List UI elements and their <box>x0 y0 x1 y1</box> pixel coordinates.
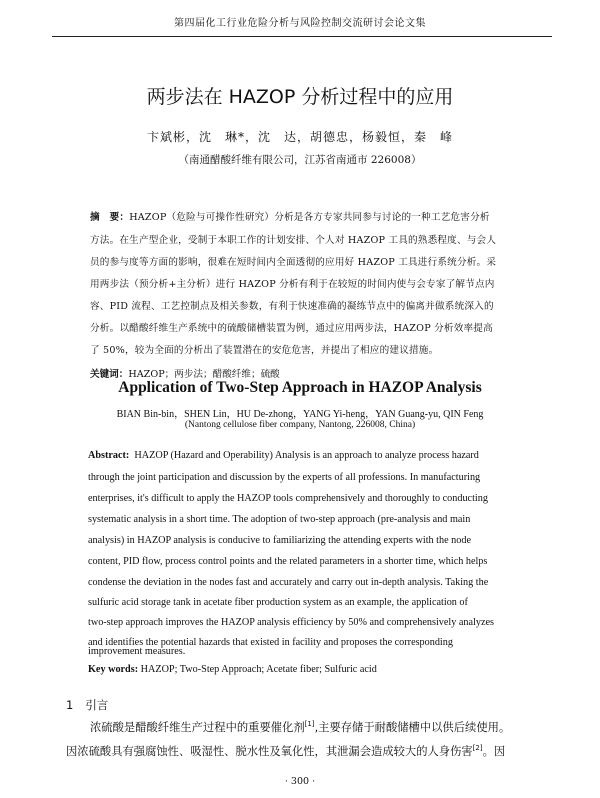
english-abstract-line: sulfuric acid storage tank in acetate fiber production system as an example, the application of <box>88 597 468 608</box>
intro-text: 浓硫酸是醋酸纤维生产过程中的重要催化剂 <box>90 721 305 734</box>
chinese-abstract-line: 了 50%，较为全面的分析出了装置潜在的安危危害，并提出了相应的建议措施。 <box>90 345 439 356</box>
english-affiliation: (Nantong cellulose fiber company, Nantong, 226008, China) <box>184 420 416 430</box>
chinese-abstract-line <box>90 209 490 223</box>
section-title: 引言 <box>85 698 109 712</box>
english-authors: BIAN Bin-bin，SHEN Lin，HU De-zhong，YANG Yi-heng，YAN Guang-yu, QIN Feng <box>116 409 484 420</box>
header-rule <box>52 36 552 37</box>
english-abstract-line: analysis) in HAZOP analysis is conducive to familiarizing the attending experts with the node <box>88 535 471 546</box>
chinese-keywords <box>90 366 280 380</box>
chinese-abstract-line: 容、PID 流程、工艺控制点及相关参数，有利于快速准确的凝练节点中的偏离并做系统深入的 <box>90 301 494 312</box>
english-keywords-value: HAZOP; Two-Step Approach; Acetate fiber; Sulfuric acid <box>140 664 377 675</box>
english-abstract-last-line: improvement measures. <box>88 646 186 657</box>
english-abstract-line: two-step approach improves the HAZOP analysis efficiency by 50% and comprehensively analyzes <box>88 617 494 628</box>
english-abstract-line: through the joint participation and discussion by the experts of all professions. In manufacturing <box>88 472 481 483</box>
english-abstract-line: systematic analysis in a short time. The adoption of two-step approach (pre-analysis and main <box>88 514 471 525</box>
citation-ref: [1] <box>304 720 315 729</box>
chinese-abstract-line: 员的参与度等方面的影响，很难在短时间内全面透彻的应用好 HAZOP 工具进行系统分析。采 <box>90 257 497 268</box>
chinese-title: 两步法在 HAZOP 分析过程中的应用 <box>146 86 454 108</box>
chinese-abstract-line: 方法。在生产型企业，受制于本职工作的计划安排、个人对 HAZOP 工具的熟悉程度、与会人 <box>90 235 497 246</box>
chinese-abstract-line: 分析。以醋酸纤维生产系统中的硫酸储槽装置为例，通过应用两步法，HAZOP 分析效率提高 <box>90 323 493 334</box>
chinese-keywords-value: HAZOP；两步法；醋酸纤维；硫酸 <box>128 369 280 380</box>
english-keywords-label: Key words: <box>88 664 139 675</box>
intro-text: 因浓硫酸具有强腐蚀性、吸湿性、脱水性及氧化性，其泄漏会造成较大的人身伤害 <box>66 745 473 758</box>
page-number: · 300 · <box>284 776 316 787</box>
intro-line <box>90 719 510 735</box>
english-title: Application of Two-Step Approach in HAZOP Analysis <box>118 379 482 396</box>
intro-text: 。因 <box>482 745 506 758</box>
english-abstract-label: Abstract: <box>88 450 130 461</box>
english-abstract-line <box>88 450 479 461</box>
english-keywords <box>88 664 377 675</box>
intro-text: ,主要存储于耐酸储槽中以供后续使用。 <box>314 721 511 734</box>
chinese-abstract-label: 摘 要： <box>90 212 130 223</box>
english-abstract-line: enterprises, it's difficult to apply the HAZOP tools comprehensively and thoroughly to conducting <box>88 493 488 504</box>
chinese-abstract-text: HAZOP（危险与可操作性研究）分析是各方专家共同参与讨论的一种工艺危害分析 <box>129 212 490 223</box>
citation-ref: [2] <box>472 744 483 753</box>
chinese-abstract-line: 用两步法（预分析+主分析）进行 HAZOP 分析有利于在较短的时间内使与会专家了解节点内 <box>90 279 495 290</box>
section-heading <box>66 697 108 713</box>
chinese-authors: 卞斌彬，沈 琳*，沈 达，胡德忠，杨毅恒，秦 峰 <box>146 130 453 144</box>
english-abstract-line: and identifies the potential hazards that existed in facility and proposes the corresponding <box>88 637 453 648</box>
section-number: 1 <box>66 698 74 712</box>
english-abstract-text: HAZOP (Hazard and Operability) Analysis is an approach to analyze process hazard <box>134 450 479 461</box>
running-header: 第四届化工行业危险分析与风险控制交流研讨会论文集 <box>174 18 426 29</box>
chinese-keywords-label: 关键词： <box>90 369 129 380</box>
english-abstract-line: content, PID flow, process control points and the related parameters in a shorter time, which helps <box>88 556 488 567</box>
intro-line <box>66 743 505 759</box>
chinese-affiliation: （南通醋酸纤维有限公司，江苏省南通市 226008） <box>178 154 422 166</box>
english-abstract-line: condense the deviation in the nodes fast and accurately and carry out in-depth analysis. Taking the <box>88 577 489 588</box>
